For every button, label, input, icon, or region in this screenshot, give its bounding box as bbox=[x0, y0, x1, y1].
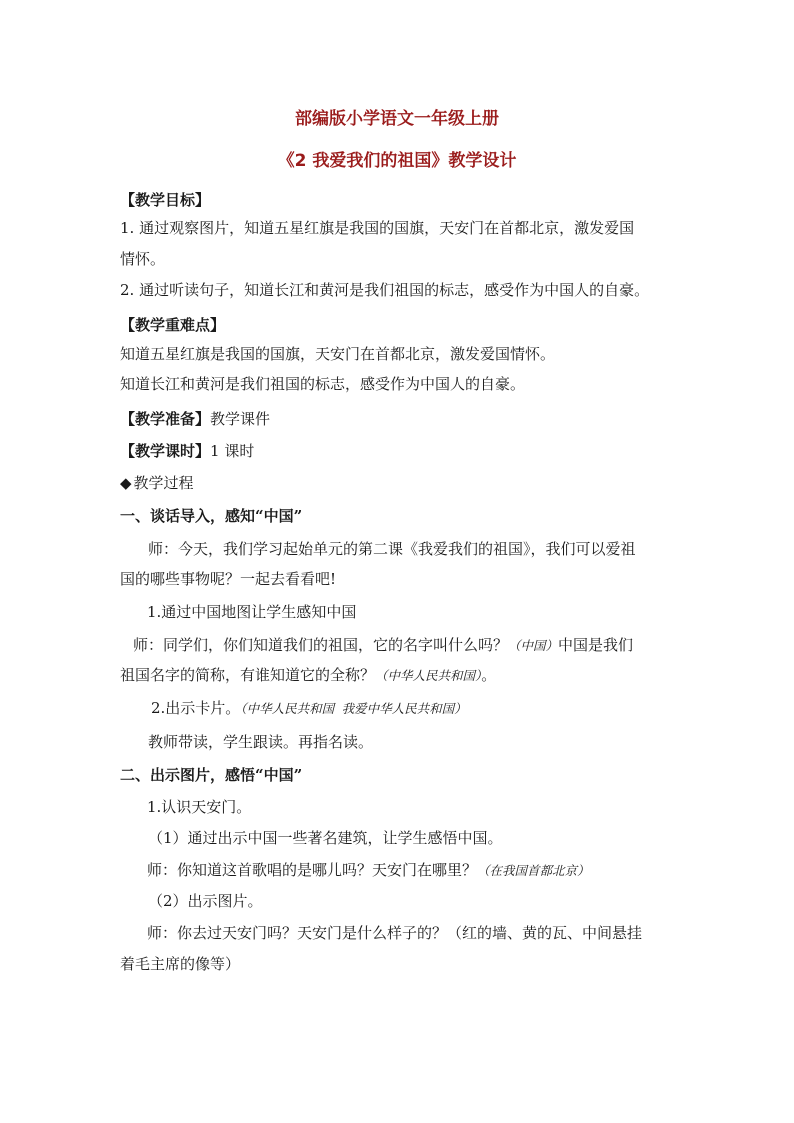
paragraph-1-line-2: 国的哪些事物呢？一起去看看吧! bbox=[120, 570, 337, 588]
paragraph-2b-tail: 。 bbox=[481, 666, 497, 684]
process-row bbox=[120, 472, 694, 494]
section-1-heading: 一、谈话导入，感知“中国” bbox=[120, 507, 303, 525]
item-1: 1.通过中国地图让学生感知中国 bbox=[147, 603, 357, 621]
class-hours-row bbox=[120, 440, 694, 462]
answer-china: （中国） bbox=[508, 638, 559, 653]
doc-subtitle: 《2 我爱我们的祖国》教学设计 bbox=[277, 151, 517, 171]
preparation-row bbox=[120, 408, 694, 430]
key-points-heading: 【教学重难点】 bbox=[120, 316, 226, 334]
sub-item-2: （2）出示图片。 bbox=[148, 892, 263, 910]
class-hours-value: 1 课时 bbox=[210, 442, 255, 460]
key-point-1: 知道五星红旗是我国的国旗，天安门在首都北京，激发爱国情怀。 bbox=[120, 345, 556, 363]
paragraph-4 bbox=[147, 859, 694, 882]
paragraph-2-text: 师：同学们，你们知道我们的祖国，它的名字叫什么吗？ bbox=[133, 636, 509, 654]
objective-2: 2. 通过听读句子，知道长江和黄河是我们祖国的标志，感受作为中国人的自豪。 bbox=[120, 281, 650, 299]
objectives-heading: 【教学目标】 bbox=[120, 191, 211, 209]
section-2-heading: 二、出示图片，感悟“中国” bbox=[120, 766, 303, 784]
class-hours-heading: 【教学课时】 bbox=[120, 442, 211, 460]
preparation-heading: 【教学准备】 bbox=[120, 410, 211, 428]
paragraph-1-line-1: 师：今天，我们学习起始单元的第二课《我爱我们的祖国》，我们可以爱祖 bbox=[148, 540, 636, 558]
preparation-value: 教学课件 bbox=[210, 410, 271, 428]
answer-beijing: （在我国首都北京） bbox=[477, 863, 590, 878]
paragraph-5-line-2: 着毛主席的像等） bbox=[120, 955, 241, 973]
process-heading: 教学过程 bbox=[133, 474, 194, 492]
doc-title: 部编版小学语文一年级上册 bbox=[295, 109, 499, 129]
item-2 bbox=[151, 697, 694, 720]
card-text: （中华人民共和国 我爱中华人民共和国） bbox=[240, 701, 467, 716]
paragraph-2-line-1 bbox=[133, 634, 694, 657]
answer-full-name: （中华人民共和国） bbox=[375, 668, 482, 683]
paragraph-2b-text: 祖国名字的简称，有谁知道它的全称？ bbox=[120, 666, 376, 684]
item-3: 1.认识天安门。 bbox=[147, 798, 252, 816]
sub-item-1: （1）通过出示中国一些著名建筑，让学生感悟中国。 bbox=[148, 829, 503, 847]
paragraph-2-tail: 中国是我们 bbox=[558, 636, 634, 654]
item-2-text: 2.出示卡片。 bbox=[151, 699, 241, 717]
paragraph-5-line-1: 师：你去过天安门吗？天安门是什么样子的？（红的墙、黄的瓦、中间悬挂 bbox=[147, 924, 643, 942]
objective-1-line-2: 情怀。 bbox=[120, 250, 166, 268]
objective-1-line-1: 1. 通过观察图片，知道五星红旗是我国的国旗，天安门在首都北京，激发爱国 bbox=[120, 219, 635, 237]
paragraph-3: 教师带读，学生跟读。再指名读。 bbox=[148, 733, 374, 751]
diamond-bullet-icon: ◆ bbox=[120, 474, 132, 492]
paragraph-2-line-2 bbox=[120, 664, 694, 687]
paragraph-4-text: 师：你知道这首歌唱的是哪儿吗？天安门在哪里？ bbox=[147, 861, 478, 879]
key-point-2: 知道长江和黄河是我们祖国的标志，感受作为中国人的自豪。 bbox=[120, 375, 526, 393]
